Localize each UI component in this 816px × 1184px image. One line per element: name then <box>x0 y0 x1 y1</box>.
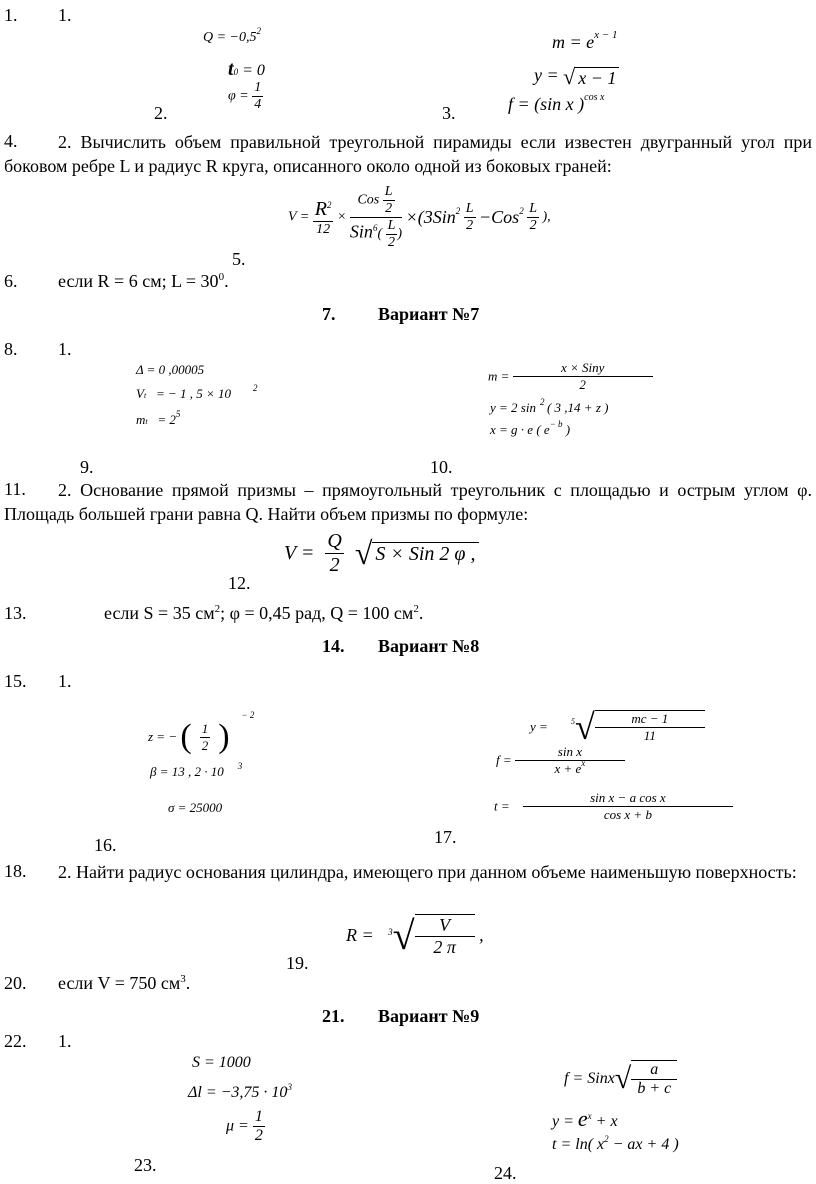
variant-heading: Вариант №7 <box>378 304 480 324</box>
line-number: 23. <box>134 1155 157 1175</box>
variant-number: 14. <box>322 636 345 656</box>
line-number: 22. <box>4 1031 27 1051</box>
formula-y2: y = 2 sin $^2$ ( 3 ,14 + z ) <box>490 397 609 415</box>
sub-number: 1. <box>58 5 72 25</box>
variant-heading: Вариант №8 <box>378 636 480 656</box>
variant-number: 21. <box>322 1006 345 1026</box>
formula-x2: x = g · e ( $e^{- b}$ ) <box>490 419 571 437</box>
line-number: 12. <box>228 573 251 593</box>
formula-r: R = $^3$√ $\frac{V}{2 \pi}$ , <box>346 913 484 958</box>
line-number: 8. <box>4 339 18 359</box>
sub-number: 1. <box>58 671 72 691</box>
condition-text: если R = 6 см; $L = 30^0$. <box>58 271 229 291</box>
formula-s: S = 1000 <box>192 1054 251 1071</box>
formula-z: z = − ( $\frac{1}{2}$ )$^{- 2}$ <box>148 709 255 755</box>
line-number: 15. <box>4 671 27 691</box>
formula-mt: mt = $2^5$ <box>136 409 181 427</box>
formula-m2: m = $\frac{\text{x × Siny}}{2}$ <box>488 360 653 393</box>
line-number: 19. <box>286 953 309 973</box>
line-number: 24. <box>494 1163 517 1183</box>
formula-y3: y = $^5$√ $\frac{mc - 1}{11}$ <box>530 706 705 748</box>
line-number: 17. <box>434 827 457 847</box>
formula-v-prism: V = $\frac{Q}{2}$ √ S × Sin 2 φ , <box>284 530 479 577</box>
sub-number: 1. <box>58 1031 72 1051</box>
formula-v-pyramid: V = $\frac{R^2}{12}$ × Cos $\frac{L}{2}$ Sin$^6$( $\frac{L}{2}$ ) ×(3Sin$^2$ $\frac{L}{2}$ −Cos$^2$ $\frac{L}{2}$ ), <box>288 184 551 250</box>
formula-f3: f = $\frac{\text{sin x}}{x + e^x}$ <box>496 744 625 777</box>
condition-text: если S = 35 $см^2$; φ = 0,45 рад, Q = 100 $см^2$. <box>104 603 424 623</box>
line-number: 5. <box>232 249 246 269</box>
line-number: 6. <box>4 271 18 291</box>
line-number: 10. <box>430 457 453 477</box>
line-number: 1. <box>4 5 18 25</box>
line-number: 13. <box>4 603 27 623</box>
line-number: 2. <box>154 103 168 123</box>
formula-sigma: σ = 25000 <box>168 800 223 815</box>
task-text: 2. Найти радиус основания цилиндра, имеющего при данном объеме наименьшую поверхность: <box>58 862 797 882</box>
formula-t9: t = ln( $x^2$ − ax + 4 ) <box>552 1134 679 1153</box>
formula-y9: $y = e^x + x$ <box>552 1106 618 1131</box>
variant-heading: Вариант №9 <box>378 1006 480 1026</box>
task-text: 2. Вычислить объем правильной треугольной пирамиды если известен двугранный угол при боковом ребре L и радиус R круга, описанного около одной из боковых граней: <box>4 132 812 176</box>
formula-q: $Q = -0,5^2$ <box>203 26 262 45</box>
line-number: 9. <box>80 457 94 477</box>
formula-dl: $\Delta l = -3,75 \cdot 10^3$ <box>188 1082 292 1101</box>
formula-t3: t = $\frac{\text{sin x − a cos x}}{\text{cos x + b}}$ <box>494 790 733 823</box>
formula-mu: μ = $\frac{1}{2}$ <box>226 1108 263 1144</box>
formula-f1: f = (sin x )$^{cos x}$ <box>508 92 605 114</box>
line-number: 3. <box>442 103 456 123</box>
line-number: 11. <box>4 479 26 499</box>
formula-m1: $m = e^{x - 1}$ <box>552 29 618 52</box>
variant-number: 7. <box>322 304 336 324</box>
line-number: 18. <box>4 861 27 881</box>
condition-text: если V = 750 $см^3$. <box>58 973 191 993</box>
sub-number: 1. <box>58 339 72 359</box>
line-number: 16. <box>94 835 117 855</box>
formula-t0: t0 = 0 <box>228 58 265 80</box>
line-number: 4. <box>4 131 18 151</box>
task-text: 2. Основание прямой призмы – прямоугольный треугольник с площадью и острым углом φ. Площадь большей грани равна Q. Найти объем призмы по формуле: <box>4 480 812 524</box>
formula-phi: φ = $\frac{1}{4}$ <box>228 80 262 112</box>
formula-beta: β = 13 , 2 · 10 $^3$ <box>150 761 243 779</box>
formula-y1: y = √ x − 1 <box>534 64 619 90</box>
formula-delta: Δ = 0 ,00005 <box>136 362 205 377</box>
formula-vt: Vt = − 1 , 5 × 10 $^2$ <box>136 383 258 401</box>
formula-f9: f = Sinx√ $\frac{a}{b + c}$ <box>564 1060 677 1098</box>
line-number: 20. <box>4 973 27 993</box>
